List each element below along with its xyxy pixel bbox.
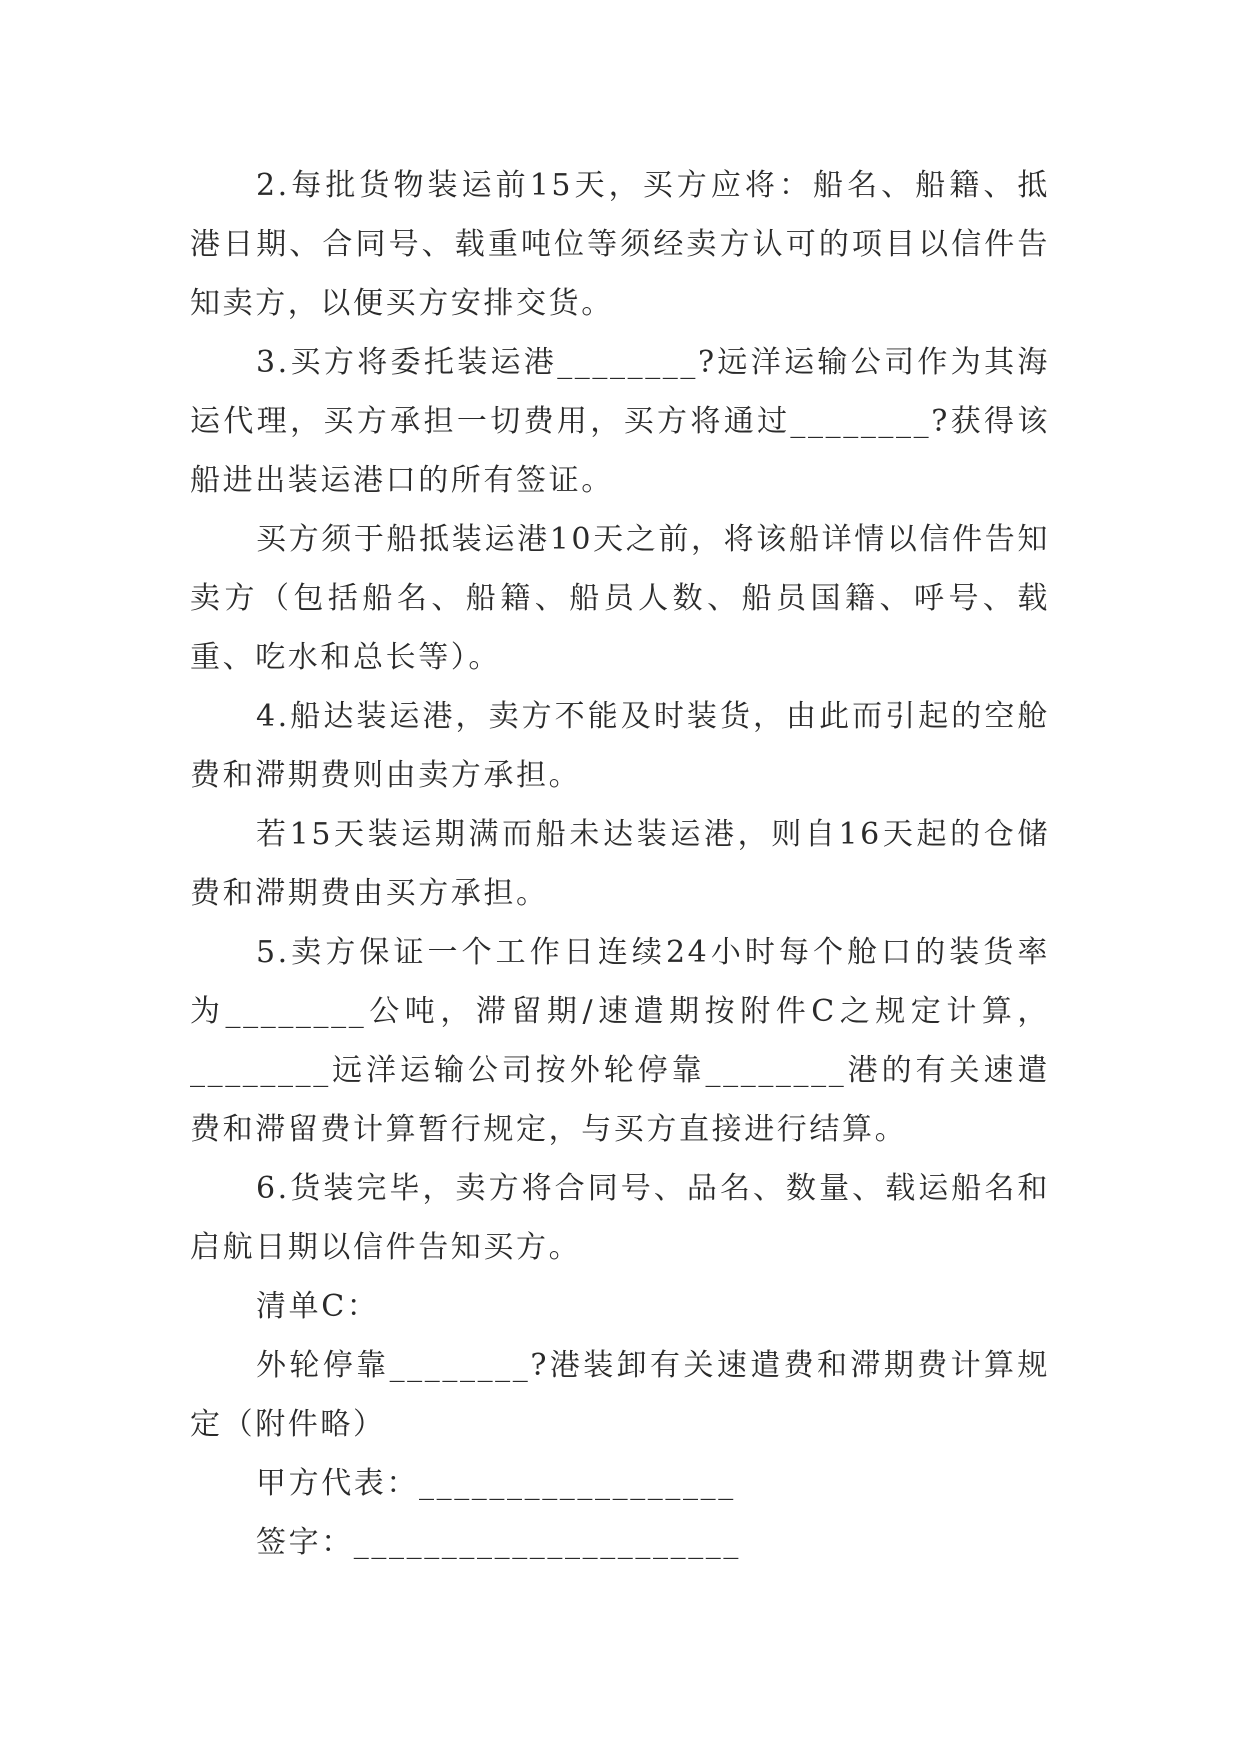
clause-2-paragraph: 2.每批货物装运前15天，买方应将：船名、船籍、抵港日期、合同号、载重吨位等须经卖方认可的项目以信件告知卖方，以便买方安排交货。 bbox=[190, 168, 1050, 321]
list-c-paragraph: 外轮停靠________?港装卸有关速遣费和滞期费计算规定（附件略） bbox=[190, 1348, 1050, 1442]
clause-4-detail-paragraph: 若15天装运期满而船未达装运港，则自16天起的仓储费和滞期费由买方承担。 bbox=[190, 817, 1050, 911]
clause-3-paragraph: 3.买方将委托装运港________?远洋运输公司作为其海运代理，买方承担一切费用，买方将通过________?获得该船进出装运港口的所有签证。 bbox=[190, 345, 1050, 498]
signature-line: 签字：______________________ bbox=[256, 1525, 741, 1560]
document-page bbox=[190, 156, 1050, 1572]
clause-3-detail-paragraph: 买方须于船抵装运港10天之前，将该船详情以信件告知卖方（包括船名、船籍、船员人数、船员国籍、呼号、载重、吃水和总长等）。 bbox=[190, 522, 1050, 675]
party-a-representative-line: 甲方代表：__________________ bbox=[256, 1466, 736, 1501]
clause-5-paragraph: 5.卖方保证一个工作日连续24小时每个舱口的装货率为________公吨，滞留期/速遣期按附件C之规定计算，________远洋运输公司按外轮停靠________港的有关速遣费和滞留费计算暂行规定，与买方直接进行结算。 bbox=[190, 935, 1050, 1147]
list-c-heading: 清单C： bbox=[256, 1289, 380, 1324]
clause-4-paragraph: 4.船达装运港，卖方不能及时装货，由此而引起的空舱费和滞期费则由卖方承担。 bbox=[190, 699, 1050, 793]
clause-6-paragraph: 6.货装完毕，卖方将合同号、品名、数量、载运船名和启航日期以信件告知买方。 bbox=[190, 1171, 1050, 1265]
